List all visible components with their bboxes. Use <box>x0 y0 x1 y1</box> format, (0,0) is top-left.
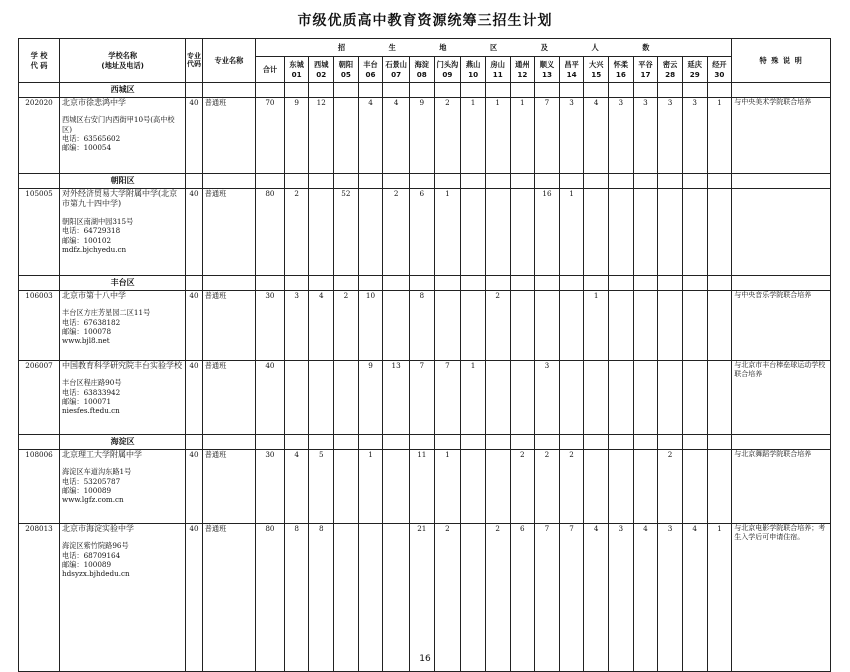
region-header: 密云 28 <box>658 57 683 83</box>
district-name: 丰台区 <box>60 276 186 291</box>
major-code: 40 <box>186 361 202 435</box>
school-code: 208013 <box>19 524 60 672</box>
region-count: 11 <box>409 450 434 524</box>
region-count: 1 <box>434 189 461 276</box>
school-contact-line: hdsyzx.bjhdedu.cn <box>62 569 130 579</box>
region-header: 合计 <box>256 57 285 83</box>
region-count <box>707 189 732 276</box>
district-row <box>19 83 831 98</box>
school-contact-line: 电话：64729318 <box>62 226 121 236</box>
region-count <box>584 361 609 435</box>
region-header: 燕山 10 <box>461 57 486 83</box>
region-header: 通州 12 <box>510 57 535 83</box>
region-count <box>334 98 359 174</box>
school-contact-line: 朝阳区南湖中园315号 <box>62 216 134 226</box>
region-header: 顺义 13 <box>535 57 560 83</box>
school-row <box>19 450 831 524</box>
major-code: 40 <box>186 189 202 276</box>
major-name: 普通班 <box>202 291 255 361</box>
region-count <box>658 189 683 276</box>
region-count <box>559 361 584 435</box>
major-name: 普通班 <box>202 98 255 174</box>
special-note: 与中央美术学院联合培养 <box>732 98 831 174</box>
school-name: 北京理工大学附属中学 <box>62 450 143 459</box>
region-count: 7 <box>535 98 560 174</box>
school-name: 中国教育科学研究院丰台实验学校 <box>62 361 183 370</box>
region-group-char: 人 <box>591 42 599 52</box>
region-count: 5 <box>309 450 334 524</box>
region-count <box>609 361 634 435</box>
region-count: 1 <box>559 189 584 276</box>
region-count: 1 <box>461 98 486 174</box>
region-count: 21 <box>409 524 434 672</box>
region-count <box>658 361 683 435</box>
region-count <box>510 361 535 435</box>
region-count: 52 <box>334 189 359 276</box>
school-name: 北京市徐悲鸿中学 <box>62 98 127 107</box>
region-count: 2 <box>559 450 584 524</box>
region-count: 7 <box>535 524 560 672</box>
region-count <box>485 450 510 524</box>
school-info <box>60 361 186 435</box>
special-note <box>732 189 831 276</box>
school-row <box>19 291 831 361</box>
region-count <box>461 450 486 524</box>
total-count: 40 <box>256 361 285 435</box>
region-count <box>510 291 535 361</box>
region-count <box>461 524 486 672</box>
region-count <box>309 361 334 435</box>
header-special-note: 特 殊 说 明 <box>732 39 831 83</box>
region-count: 13 <box>383 361 410 435</box>
region-group-char: 数 <box>642 42 650 52</box>
region-count <box>485 361 510 435</box>
region-count: 1 <box>510 98 535 174</box>
region-count <box>309 189 334 276</box>
region-count: 4 <box>584 98 609 174</box>
header-major-code: 专业代码 <box>186 39 202 83</box>
school-name: 对外经济贸易大学附属中学(北京市第九十四中学) <box>62 189 178 209</box>
region-count: 3 <box>559 98 584 174</box>
region-header: 怀柔 16 <box>609 57 634 83</box>
region-count <box>682 450 707 524</box>
school-info <box>60 450 186 524</box>
total-count: 30 <box>256 450 285 524</box>
region-count: 2 <box>535 450 560 524</box>
region-count: 2 <box>658 450 683 524</box>
region-count <box>682 291 707 361</box>
school-contact-line: 丰台区程庄路90号 <box>62 378 122 388</box>
school-contact-line: 邮编：100089 <box>62 486 112 496</box>
major-code: 40 <box>186 450 202 524</box>
school-contact-line: 电话：68709164 <box>62 550 121 560</box>
region-header: 海淀 08 <box>409 57 434 83</box>
region-count <box>682 361 707 435</box>
school-contact-line: 邮编：100078 <box>62 327 112 337</box>
district-row <box>19 276 831 291</box>
school-code: 106003 <box>19 291 60 361</box>
header-region-group <box>256 39 732 57</box>
region-count: 4 <box>358 98 383 174</box>
region-count <box>633 450 658 524</box>
region-count <box>658 291 683 361</box>
region-count <box>609 450 634 524</box>
region-count: 3 <box>609 98 634 174</box>
region-count <box>609 189 634 276</box>
school-row <box>19 524 831 672</box>
region-count <box>633 291 658 361</box>
region-count <box>707 361 732 435</box>
school-code: 206007 <box>19 361 60 435</box>
region-header: 延庆 29 <box>682 57 707 83</box>
region-count: 4 <box>584 524 609 672</box>
region-count: 7 <box>409 361 434 435</box>
district-name: 朝阳区 <box>60 174 186 189</box>
school-contact-line: 电话：63833942 <box>62 387 121 397</box>
region-header: 西城 02 <box>309 57 334 83</box>
header-school-code: 学 校 代 码 <box>19 39 60 83</box>
major-name: 普通班 <box>202 361 255 435</box>
district-name: 海淀区 <box>60 435 186 450</box>
region-count <box>584 189 609 276</box>
region-count: 1 <box>707 98 732 174</box>
region-count <box>461 189 486 276</box>
region-count: 2 <box>434 524 461 672</box>
major-name: 普通班 <box>202 189 255 276</box>
region-header: 大兴 15 <box>584 57 609 83</box>
region-count: 4 <box>383 98 410 174</box>
region-count: 2 <box>485 291 510 361</box>
region-count: 2 <box>284 189 309 276</box>
school-contact-line: mdfz.bjchyedu.cn <box>62 244 127 254</box>
region-header: 房山 11 <box>485 57 510 83</box>
region-group-char: 区 <box>490 42 498 52</box>
major-code: 40 <box>186 291 202 361</box>
region-count <box>334 524 359 672</box>
region-header: 平谷 17 <box>633 57 658 83</box>
region-count: 3 <box>284 291 309 361</box>
region-group-char: 地 <box>439 42 447 52</box>
school-name: 北京市第十八中学 <box>62 291 127 300</box>
region-count: 8 <box>309 524 334 672</box>
region-header: 石景山 07 <box>383 57 410 83</box>
region-count: 6 <box>409 189 434 276</box>
school-contact-line: 海淀区车道沟东路1号 <box>62 467 132 477</box>
region-count <box>633 189 658 276</box>
region-count: 9 <box>358 361 383 435</box>
school-name: 北京市海淀实验中学 <box>62 524 135 533</box>
region-count: 3 <box>658 524 683 672</box>
page-number: 16 <box>419 654 431 664</box>
page-title: 市级优质高中教育资源统筹三招生计划 <box>297 13 553 29</box>
school-contact-line: 邮编：100102 <box>62 235 112 245</box>
region-count: 9 <box>409 98 434 174</box>
region-group-char: 招 <box>337 42 346 52</box>
region-count: 3 <box>609 524 634 672</box>
header-major-name: 专业名称 <box>202 39 255 83</box>
region-count <box>633 361 658 435</box>
region-count <box>682 189 707 276</box>
school-contact-line: www.lgfz.com.cn <box>62 495 124 505</box>
major-code: 40 <box>186 98 202 174</box>
region-header: 门头沟 09 <box>434 57 461 83</box>
region-group-char: 及 <box>540 42 548 52</box>
header-school-name: 学校名称 (地址及电话) <box>60 39 186 83</box>
region-count: 4 <box>284 450 309 524</box>
school-row <box>19 98 831 174</box>
region-count: 7 <box>559 524 584 672</box>
special-note: 与北京电影学院联合培养；考生入学后可申请住宿。 <box>732 524 831 672</box>
school-info <box>60 98 186 174</box>
special-note: 与中央音乐学院联合培养 <box>732 291 831 361</box>
region-count <box>707 291 732 361</box>
region-count: 1 <box>461 361 486 435</box>
region-count: 16 <box>535 189 560 276</box>
region-header: 朝阳 05 <box>334 57 359 83</box>
region-count: 2 <box>434 98 461 174</box>
region-count: 7 <box>434 361 461 435</box>
region-count <box>383 524 410 672</box>
enrollment-plan-table <box>18 38 831 672</box>
region-count <box>510 189 535 276</box>
region-count: 3 <box>682 98 707 174</box>
region-count <box>334 450 359 524</box>
total-count: 80 <box>256 524 285 672</box>
school-info <box>60 524 186 672</box>
region-count: 1 <box>485 98 510 174</box>
region-count: 3 <box>658 98 683 174</box>
district-name: 西城区 <box>60 83 186 98</box>
region-count: 2 <box>334 291 359 361</box>
region-count: 12 <box>309 98 334 174</box>
region-count: 1 <box>584 291 609 361</box>
region-count <box>461 291 486 361</box>
school-code: 202020 <box>19 98 60 174</box>
region-count: 10 <box>358 291 383 361</box>
region-count: 1 <box>434 450 461 524</box>
region-count: 2 <box>383 189 410 276</box>
region-header: 经开 30 <box>707 57 732 83</box>
region-count <box>358 524 383 672</box>
region-count <box>284 361 309 435</box>
total-count: 80 <box>256 189 285 276</box>
region-count <box>584 450 609 524</box>
region-count: 6 <box>510 524 535 672</box>
region-count <box>434 291 461 361</box>
region-count: 4 <box>682 524 707 672</box>
major-code: 40 <box>186 524 202 672</box>
region-header: 东城 01 <box>284 57 309 83</box>
major-name: 普通班 <box>202 450 255 524</box>
region-count <box>383 450 410 524</box>
school-code: 108006 <box>19 450 60 524</box>
region-count: 2 <box>485 524 510 672</box>
school-info <box>60 291 186 361</box>
region-count <box>485 189 510 276</box>
total-count: 30 <box>256 291 285 361</box>
region-header: 昌平 14 <box>559 57 584 83</box>
region-count: 3 <box>633 98 658 174</box>
region-count <box>334 361 359 435</box>
region-count <box>358 189 383 276</box>
school-contact-line: niesfes.ftedu.cn <box>62 406 120 416</box>
school-contact-line: 电话：67638182 <box>62 317 121 327</box>
region-count <box>609 291 634 361</box>
region-count: 3 <box>535 361 560 435</box>
district-row <box>19 174 831 189</box>
school-contact-line: 西城区右安门内西街甲10号(高中校区) <box>62 115 175 134</box>
school-contact-line: 电话：53205787 <box>62 476 121 486</box>
region-group-char: 生 <box>388 42 396 52</box>
special-note: 与北京舞蹈学院联合培养 <box>732 450 831 524</box>
region-count: 8 <box>284 524 309 672</box>
region-count: 1 <box>358 450 383 524</box>
total-count: 70 <box>256 98 285 174</box>
school-contact-line: 丰台区方庄芳星园二区11号 <box>62 308 151 318</box>
school-contact-line: 邮编：100054 <box>62 143 112 153</box>
region-count: 4 <box>633 524 658 672</box>
special-note: 与北京市丰台棒垒球运动学校联合培养 <box>732 361 831 435</box>
school-contact-line: 邮编：100071 <box>62 397 112 407</box>
school-row <box>19 361 831 435</box>
school-info <box>60 189 186 276</box>
region-count <box>559 291 584 361</box>
region-count: 4 <box>309 291 334 361</box>
school-code: 105005 <box>19 189 60 276</box>
district-row <box>19 435 831 450</box>
school-contact-line: 电话：63565602 <box>62 134 121 144</box>
major-name: 普通班 <box>202 524 255 672</box>
region-count: 2 <box>510 450 535 524</box>
region-count: 1 <box>707 524 732 672</box>
school-row <box>19 189 831 276</box>
region-count: 8 <box>409 291 434 361</box>
school-contact-line: 海淀区紫竹院路96号 <box>62 541 129 551</box>
region-count: 9 <box>284 98 309 174</box>
school-contact-line: www.bjl8.net <box>62 336 110 346</box>
region-count <box>535 291 560 361</box>
region-count <box>383 291 410 361</box>
region-header: 丰台 06 <box>358 57 383 83</box>
school-contact-line: 邮编：100089 <box>62 560 112 570</box>
region-count <box>707 450 732 524</box>
